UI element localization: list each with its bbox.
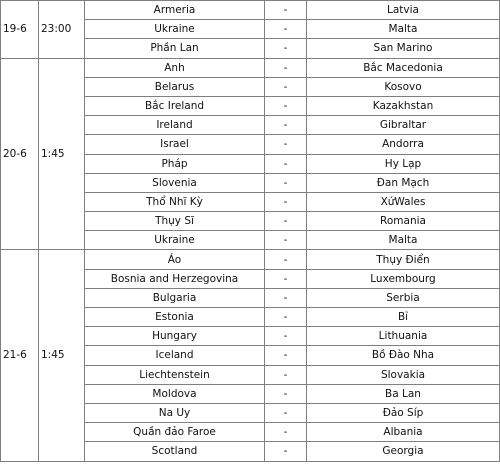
- home-team: Ukraine: [85, 231, 265, 250]
- away-team: Georgia: [307, 442, 500, 461]
- away-team: Malta: [307, 20, 500, 39]
- versus-separator: -: [265, 116, 307, 135]
- versus-separator: -: [265, 269, 307, 288]
- home-team: Bắc Ireland: [85, 96, 265, 115]
- versus-separator: -: [265, 365, 307, 384]
- versus-separator: -: [265, 231, 307, 250]
- home-team: Thổ Nhĩ Kỳ: [85, 192, 265, 211]
- home-team: Slovenia: [85, 173, 265, 192]
- away-team: Bồ Đào Nha: [307, 346, 500, 365]
- versus-separator: -: [265, 58, 307, 77]
- versus-separator: -: [265, 154, 307, 173]
- versus-separator: -: [265, 384, 307, 403]
- home-team: Israel: [85, 135, 265, 154]
- match-date: 21-6: [1, 250, 39, 461]
- home-team: Belarus: [85, 77, 265, 96]
- away-team: Ba Lan: [307, 384, 500, 403]
- kickoff-time: 23:00: [39, 1, 85, 59]
- home-team: Liechtenstein: [85, 365, 265, 384]
- away-team: Albania: [307, 423, 500, 442]
- fixtures-body: [1, 1, 500, 462]
- away-team: Bỉ: [307, 308, 500, 327]
- versus-separator: -: [265, 423, 307, 442]
- home-team: Áo: [85, 250, 265, 269]
- home-team: Hungary: [85, 327, 265, 346]
- away-team: Kosovo: [307, 77, 500, 96]
- away-team: Đan Mạch: [307, 173, 500, 192]
- away-team: Serbia: [307, 288, 500, 307]
- versus-separator: -: [265, 212, 307, 231]
- home-team: Anh: [85, 58, 265, 77]
- away-team: Romania: [307, 212, 500, 231]
- away-team: Luxembourg: [307, 269, 500, 288]
- away-team: Latvia: [307, 1, 500, 20]
- home-team: Iceland: [85, 346, 265, 365]
- home-team: Ireland: [85, 116, 265, 135]
- home-team: Phần Lan: [85, 39, 265, 58]
- home-team: Moldova: [85, 384, 265, 403]
- away-team: Thụy Điển: [307, 250, 500, 269]
- versus-separator: -: [265, 96, 307, 115]
- versus-separator: -: [265, 346, 307, 365]
- versus-separator: -: [265, 39, 307, 58]
- versus-separator: -: [265, 192, 307, 211]
- versus-separator: -: [265, 250, 307, 269]
- away-team: XứWales: [307, 192, 500, 211]
- home-team: Armeria: [85, 1, 265, 20]
- versus-separator: -: [265, 308, 307, 327]
- away-team: Lithuania: [307, 327, 500, 346]
- home-team: Bosnia and Herzegovina: [85, 269, 265, 288]
- away-team: Malta: [307, 231, 500, 250]
- versus-separator: -: [265, 1, 307, 20]
- away-team: Đảo Síp: [307, 403, 500, 422]
- versus-separator: -: [265, 288, 307, 307]
- home-team: Bulgaria: [85, 288, 265, 307]
- home-team: Ukraine: [85, 20, 265, 39]
- away-team: Slovakia: [307, 365, 500, 384]
- away-team: San Marino: [307, 39, 500, 58]
- match-date: 20-6: [1, 58, 39, 250]
- table-row: [1, 250, 500, 269]
- table-row: [1, 1, 500, 20]
- versus-separator: -: [265, 77, 307, 96]
- versus-separator: -: [265, 20, 307, 39]
- kickoff-time: 1:45: [39, 58, 85, 250]
- home-team: Scotland: [85, 442, 265, 461]
- versus-separator: -: [265, 173, 307, 192]
- match-date: 19-6: [1, 1, 39, 59]
- versus-separator: -: [265, 327, 307, 346]
- versus-separator: -: [265, 442, 307, 461]
- versus-separator: -: [265, 403, 307, 422]
- home-team: Quần đảo Faroe: [85, 423, 265, 442]
- table-row: [1, 58, 500, 77]
- away-team: Hy Lạp: [307, 154, 500, 173]
- home-team: Na Uy: [85, 403, 265, 422]
- home-team: Thụy Sĩ: [85, 212, 265, 231]
- versus-separator: -: [265, 135, 307, 154]
- away-team: Bắc Macedonia: [307, 58, 500, 77]
- away-team: Gibraltar: [307, 116, 500, 135]
- home-team: Estonia: [85, 308, 265, 327]
- away-team: Andorra: [307, 135, 500, 154]
- away-team: Kazakhstan: [307, 96, 500, 115]
- kickoff-time: 1:45: [39, 250, 85, 461]
- home-team: Pháp: [85, 154, 265, 173]
